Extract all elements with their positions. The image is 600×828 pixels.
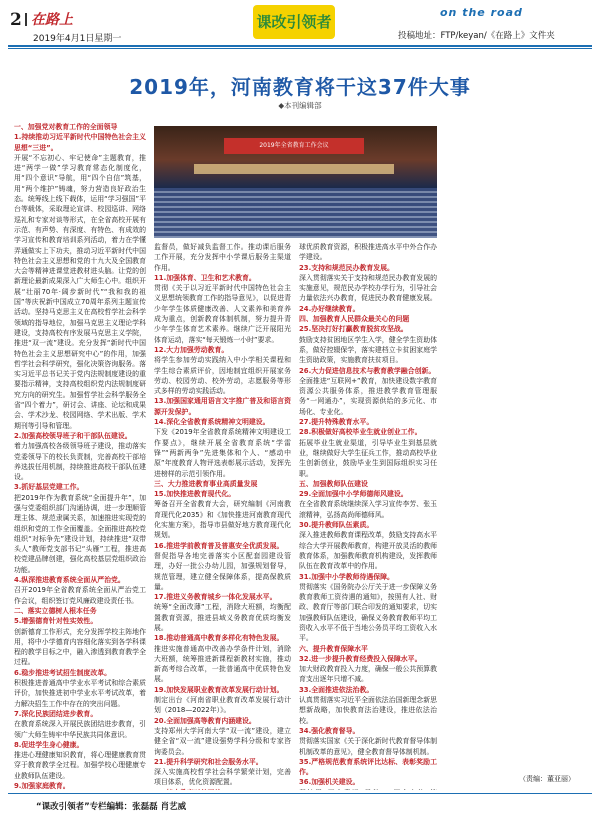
header-separator xyxy=(25,13,27,26)
paragraph: 召开2019年全省教育系统全面从严治党工作会议，组织签订党风廉政建设责任书。 xyxy=(14,586,146,605)
section-heading: 31.加强中小学教师待遇保障。 xyxy=(299,572,394,581)
paragraph: 全面推进“互联网+”教育，加快建设数字教育资源公共服务体系，推进教学教育管理服务“一网通办”，实现资源供给的多元化、市场化、专业化。 xyxy=(299,376,437,416)
section-heading: 12.大力加强劳动教育。 xyxy=(154,345,229,354)
section-heading: 35.严格规范教育系统评比达标、表彰奖励工作。 xyxy=(299,757,437,777)
section-heading: 3.抓好基层党建工作。 xyxy=(14,483,84,492)
paper-name: 在路上 xyxy=(31,12,73,28)
section-heading: 13.加强国家通用语言文字推广普及和语言资源开发保护。 xyxy=(154,397,291,416)
paragraph: 贯彻《关于以习近平新时代中国特色社会主义思想统领教育工作的指导意见》，以促进青少年学生体质健康改善、人文素养和美育养成为重点，创新教育体制机制，努力提升青少年学生体育艺术素养。继续广泛开展阳光体育运动，落实“每天锻炼一小时”要求。 xyxy=(154,284,291,344)
editor-credit: （责编：董亚丽） xyxy=(519,775,575,783)
section-heading: 四、加强教育人民群众最关心的问题 xyxy=(299,315,410,324)
photo-banner: 2019年全省教育工作会议 xyxy=(224,138,364,154)
column-2 xyxy=(154,242,291,790)
paragraph: 下发《2019年全省教育系统精神文明建设工作要点》，继续开展全省教育系统“学雷锋”“两新两争”先进集体和个人、“感动中原”年度教育人物评选表彰展示活动，发挥先进榜样的示范引领作用。 xyxy=(154,428,291,478)
section-heading: 21.提升科学研究和社会服务水平。 xyxy=(154,757,263,766)
section-heading: 9.加强家庭教育。 xyxy=(14,782,70,790)
section-heading: 五、加强教师队伍建设 xyxy=(299,479,368,488)
paragraph: 积极推进普通高中学业水平考试和综合素质评价，加快推进初中学业水平考试改革，着力解决招生工作中存在的突出问题。 xyxy=(14,679,146,708)
section-heading: 23.支持和规范民办教育发展。 xyxy=(299,263,394,272)
paragraph: 筹备召开全省教育大会，研究编制《河南教育现代化2035》和《加快推进河南教育现代化实施方案》，指导市县做好地方教育现代化规划。 xyxy=(154,500,291,540)
paragraph: 支持郑州大学河南大学“双一流”建设，建立健全省“双一流”建设强势学科分级和专家咨询委员会。 xyxy=(154,726,291,756)
section-heading: 32.进一步提升教育经费投入保障水平。 xyxy=(299,654,422,663)
paragraph: 推进实施普通高中改善办学条件计划，消除大班额，统筹推进新课程新教材实施，推动新高考综合改革，一批普通高中优质特色发展。 xyxy=(154,644,291,684)
footer-rule xyxy=(8,793,592,794)
paragraph: 统筹“全面改薄”工程，消除大班额，均衡配置教育资源，推进县域义务教育优质均衡发展。 xyxy=(154,603,291,632)
slogan: on the road xyxy=(440,6,523,19)
paragraph: 在教育系统深入开展民族团结进步教育，引领广大师生铸牢中华民族共同体意识。 xyxy=(14,720,146,739)
paragraph: 创新德育工作形式，充分发挥学校主阵地作用，将中小学德育内容细化落实到各学科课程的教学目标之中，融入渗透到教育教学全过程。 xyxy=(14,627,146,667)
column-3 xyxy=(299,242,437,790)
paragraph: 督促指导各地完善落实小区配套园建设管理，办好一批公办幼儿园，加强规划督导，规范管理，建立健全保障体系，提高保教质量。 xyxy=(154,551,291,591)
section-heading: 1.持续推动习近平新时代中国特色社会主义思想“三进”。 xyxy=(14,133,146,152)
section-heading: 19.加快发展职业教育改革发展行动计划。 xyxy=(154,685,284,694)
paragraph: 深入贯彻落实关于支持和规范民办教育发展的实施意见，规范民办学校办学行为，引导社会力量依法兴办教育，促进民办教育健康发展。 xyxy=(299,273,437,303)
column-name: 课改引领者 xyxy=(256,13,332,31)
section-heading: 14.深化全省教育系统精神文明建设。 xyxy=(154,418,270,427)
section-heading: 11.加强体育、卫生和艺术教育。 xyxy=(154,273,256,282)
conference-photo xyxy=(154,126,437,238)
section-heading: 27.提升特殊教育水平。 xyxy=(299,418,374,427)
header-rule-thin xyxy=(8,48,592,49)
article-byline: ◆本刊编辑部 xyxy=(278,101,322,110)
paragraph: 认真贯彻落实习近平全面依法治国新理念新思想新战略，加快教育法治建设，推进依法治校。 xyxy=(299,696,437,725)
section-heading xyxy=(154,788,291,790)
page-header xyxy=(0,0,600,64)
section-heading: 30.提升教师队伍素质。 xyxy=(299,521,374,530)
header-rule xyxy=(8,45,592,47)
paragraph: 着力加强高校各级领导班子建设，推动落实党委领导下的校长负责制，完善高校干部培养选拔任用机制，持续推进高校干部队伍建设。 xyxy=(14,442,146,482)
column-name-badge xyxy=(253,5,335,39)
section-heading: 4.纵深推进教育系统全面从严治党。 xyxy=(14,576,125,585)
page-number: 2 xyxy=(10,10,22,30)
paragraph: 深入推进教师教育课程改革，鼓励支持高水平综合大学开展教师教育，构建开放灵活的教师教育体系，加强教师教育机构建设，发挥教师队伍在教育改革中的作用。 xyxy=(299,531,437,571)
section-heading: 33.全面推进依法治教。 xyxy=(299,685,374,694)
submission-address: 投稿地址：FTP/keyan/《在路上》文件夹 xyxy=(398,31,555,41)
paragraph: 制定出台《河南省职业教育改革发展行动计划（2018—2022年）》。 xyxy=(154,696,291,715)
section-heading: 29.全面加强中小学师德师风建设。 xyxy=(299,490,408,499)
issue-date: 2019年4月1日星期一 xyxy=(33,34,122,44)
section-heading: 28.积极做好高校毕业生就业创业工作。 xyxy=(299,428,422,437)
section-heading: 20.全面加强高等教育内涵建设。 xyxy=(154,716,256,725)
section-heading: 7.深化民族团结进步教育。 xyxy=(14,709,98,718)
paragraph: 加大财政教育投入力度，确保一般公共预算教育支出逐年只增不减。 xyxy=(299,665,437,684)
section-heading: 24.办好继续教育。 xyxy=(299,304,360,313)
paragraph: 深入实施高校哲学社会科学繁荣计划，完善项目体系，优化资源配置。 xyxy=(154,768,291,787)
paragraph: 推进心理健康知识教育，将心理健康教育贯穿于教育教学全过程。加强学校心理健康专业教师队伍建设。 xyxy=(14,751,146,780)
photo-audience xyxy=(154,188,437,238)
section-heading: 36.加强机关建设。 xyxy=(299,778,360,787)
photo-stage xyxy=(194,164,394,174)
paragraph: 开展“不忘初心、牢记使命”主题教育，推进“两学一做”学习教育常态化制度化，用“四个意识”导航，用“四个自信”筑基，用“两个维护”铸魂，努力营造良好政治生态。统筹线上线下载体，运用“学习强国”平台等载体，采取理论宣讲、校园巡讲、网络巡礼和专家对谈等形式，在全省高校开展有示范、有声势、有深度、有特色、有成效的学习宣传和教育培训系列活动，着力在学懂弄通做实上下功夫，推动习近平新时代中国特色社会主义思想和党的十九大及全国教育大会等精神进课堂进教材进头脑。让党的创新理论最新成果深入广大师生心中。组织开展“壮丽70年·阔步新时代”“我和我的祖国”等庆祝新中国成立70周年系列主题宣传活动。坚持马克思主义在高校哲学社会科学领域的指导地位，加强马克思主义理论学科建设，支持高校有序发展马克思主义学院，推进“双一流”建设。充分发挥“新时代中国特色社会主义思想研究中心”的作用，加强哲学社会科学研究，强化决策咨询服务。落实习近平总书记关于党内法规制度建设的重要指示精神，支持高校组织党内法规制度研究方向的研究生。加强哲学社会科学服务全省“四个着力”，研讨会、讲座、论坛和成果会、学术沙龙、校园网络、学术出版、学术期刊等引导和管理。 xyxy=(14,153,146,430)
paragraph: 在全省教育系统继续深入学习宣传李芳、张玉滚精神，弘扬高尚师德师风。 xyxy=(299,500,437,519)
section-heading: 16.推进学前教育普及普惠安全优质发展。 xyxy=(154,541,284,550)
paragraph: 鼓励支持贫困地区学生入学，健全学生资助体系，做好控辍保学，落实建档立卡贫困家庭学生资助政策，实施教育扶贫项目。 xyxy=(299,335,437,365)
section-heading: 三、大力推进教育事业高质量发展 xyxy=(154,479,258,488)
section-heading: 一、加强党对教育工作的全面领导 xyxy=(14,123,118,131)
paragraph: 球优质教育资源，积极推进高水平中外合作办学建设。 xyxy=(299,243,437,262)
section-heading: 2.加强高校领导班子和干部队伍建设。 xyxy=(14,431,132,440)
section-heading: 17.推进义务教育城乡一体化发展水平。 xyxy=(154,593,277,602)
section-heading: 25.坚决打好打赢教育脱贫攻坚战。 xyxy=(299,325,408,334)
article-title: 2019年，河南教育将干这37件大事 xyxy=(129,75,471,99)
section-heading: 15.加快推进教育现代化。 xyxy=(154,490,236,499)
paragraph xyxy=(299,788,437,790)
section-heading: 六、提升教育保障水平 xyxy=(299,644,368,653)
footer-label: “课改引领者”专栏编辑：张磊磊 肖艺威 xyxy=(36,802,187,812)
section-heading: 二、落实立德树人根本任务 xyxy=(14,606,97,615)
section-heading: 18.推动普通高中教育多样化有特色发展。 xyxy=(154,634,284,643)
column-1 xyxy=(14,122,146,790)
section-heading: 34.强化教育督导。 xyxy=(299,726,360,735)
section-heading: 26.大力促进信息技术与教育教学融合创新。 xyxy=(299,366,436,375)
paragraph: 拓展毕业生就业渠道，引导毕业生到基层就业，继续做好大学生征兵工作，推动高校毕业生创新创业，鼓励毕业生到国际组织实习任职。 xyxy=(299,438,437,478)
paragraph: 把2019年作为教育系统“全面提升年”，加强与党委组织部门沟通协调，进一步理顺管理主体、规范隶属关系，加速推进实现党的组织和党的工作全面覆盖。全面推进高校党组织“对标争先”建设计划，持续推进“双带头人”教师党支部书记“头雁”工程，推进高校党建品牌创建，强化高校基层党组织政治功能。 xyxy=(14,493,146,574)
section-heading: 5.增强德育针对性实效性。 xyxy=(14,617,98,626)
section-heading: 6.稳步推进考试招生制度改革。 xyxy=(14,668,111,677)
paragraph: 监督员，做好减负监督工作。推动课后服务工作开展，充分发挥中小学课后服务主渠道作用。 xyxy=(154,243,291,272)
paragraph: 贯彻落实国家《关于深化新时代教育督导体制机制改革的意见》，健全教育督导体制机制。 xyxy=(299,737,437,756)
paragraph: 将学生参加劳动实践纳入中小学相关课程和学生综合素质评价，因地制宜组织开展家务劳动、校园劳动、校外劳动，志愿服务等形式多样的劳动实践活动。 xyxy=(154,356,291,396)
section-heading: 8.促进学生身心健康。 xyxy=(14,740,84,749)
paragraph: 贯彻落实《国务院办公厅关于进一步保障义务教育教师工资待遇的通知》，按照有人社、财政、教育厅等部门联合印发的通知要求，切实加强教师队伍建设，确保义务教育教师平均工资收入水平不低于当地公务员平均工资收入水平。 xyxy=(299,582,437,643)
